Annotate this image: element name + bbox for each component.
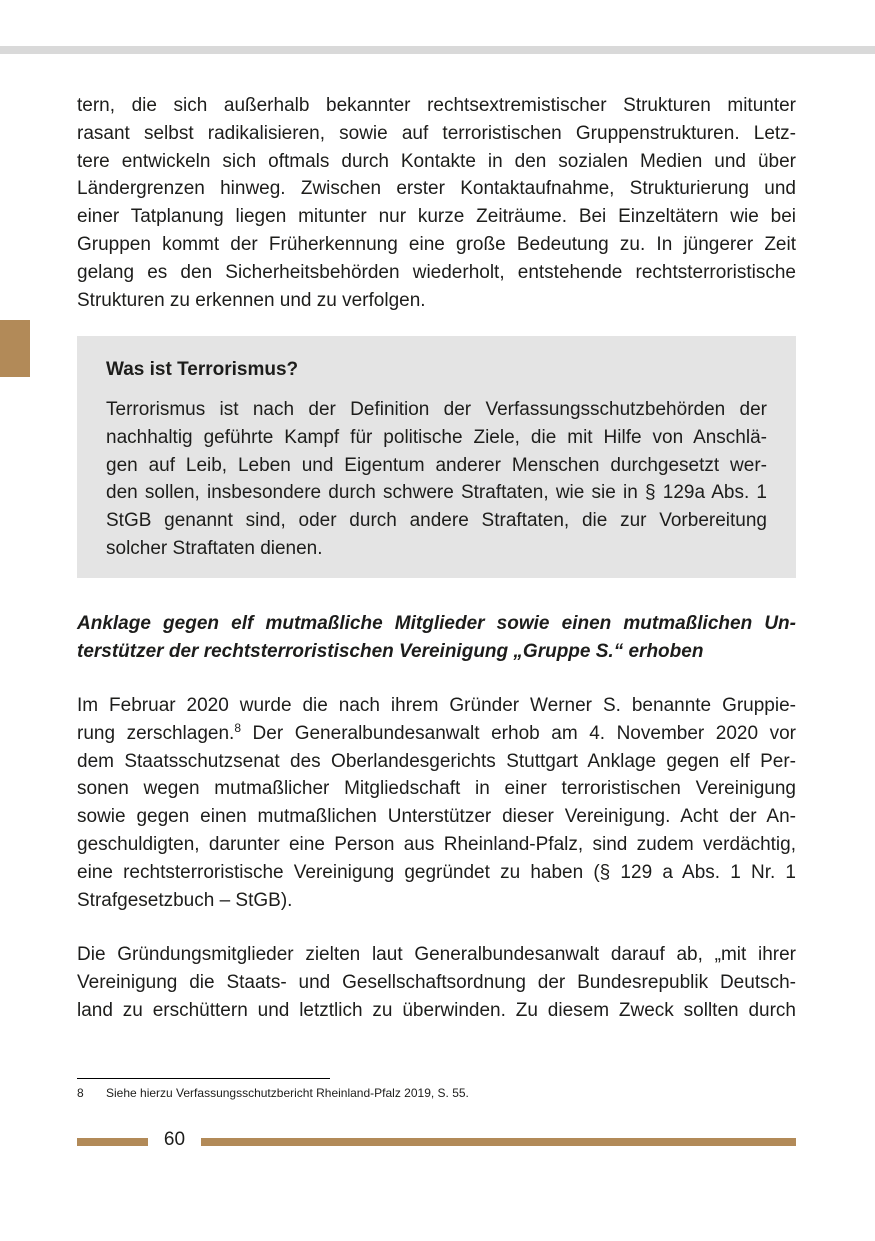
heading-line: terstützer der rechtsterroristischen Vereinigung „Gruppe S.“ erhoben (77, 640, 704, 662)
body-paragraph (77, 692, 796, 914)
paragraph-line: Ländergrenzen hinweg. Zwischen erster Kontaktaufnahme, Strukturierung und (77, 178, 796, 200)
paragraph-line: geschuldigten, darunter eine Person aus Rheinland-Pfalz, sind zudem verdächtig, (77, 833, 796, 855)
body-paragraph (77, 92, 796, 314)
paragraph-line: tere entwickeln sich oftmals durch Kontakte in den sozialen Medien und über (77, 150, 796, 172)
paragraph-line: tern, die sich außerhalb bekannter rechtsextremistischer Strukturen mitunter (77, 95, 796, 116)
page-number-bar-left (77, 1138, 148, 1146)
paragraph-line-with-footnote (77, 720, 796, 748)
footnote-separator (77, 1078, 330, 1079)
section-heading (77, 610, 796, 665)
paragraph-line: Die Gründungsmitglieder zielten laut Generalbundesanwalt darauf ab, „mit ihrer (77, 944, 796, 965)
page-number-bar-right (201, 1138, 796, 1146)
footnote-text: Siehe hierzu Verfassungsschutzbericht Rheinland-Pfalz 2019, S. 55. (106, 1086, 469, 1100)
definition-line: StGB genannt sind, oder durch andere Straftaten, die zur Vorbereitung (106, 510, 767, 532)
definition-line: gen auf Leib, Leben und Eigentum anderer Menschen durchgesetzt wer- (106, 454, 767, 476)
line-text: rung zerschlagen. (77, 722, 235, 744)
paragraph-line: rasant selbst radikalisieren, sowie auf terroristischen Gruppenstrukturen. Letz- (77, 122, 796, 144)
paragraph-line: dem Staatsschutzsenat des Oberlandesgerichts Stuttgart Anklage gegen elf Per- (77, 750, 796, 772)
top-divider-bar (0, 46, 875, 54)
paragraph-line: land zu erschüttern und letztlich zu überwinden. Zu diesem Zweck sollten durch (77, 999, 796, 1021)
paragraph-line: Im Februar 2020 wurde die nach ihrem Gründer Werner S. benannte Gruppie- (77, 695, 796, 716)
footnote-reference: 8 (234, 720, 241, 735)
definition-box-body (106, 396, 767, 563)
definition-box-title: Was ist Terrorismus? (106, 359, 299, 380)
definition-box (77, 336, 796, 578)
definition-line: Terrorismus ist nach der Definition der Verfassungsschutzbehörden der (106, 399, 767, 420)
paragraph-line: Gruppen kommt der Früherkennung eine große Bedeutung zu. In jüngerer Zeit (77, 233, 796, 255)
paragraph-line: gelang es den Sicherheitsbehörden wiederholt, entstehende rechtsterroristische (77, 261, 796, 283)
paragraph-line: sonen wegen mutmaßlicher Mitgliedschaft in einer terroristischen Vereinigung (77, 778, 796, 800)
footnote-number: 8 (77, 1086, 84, 1100)
paragraph-line: Strafgesetzbuch – StGB). (77, 889, 293, 911)
definition-line: nachhaltig geführte Kampf für politische Ziele, die mit Hilfe von Anschlä- (106, 426, 767, 448)
heading-line: Anklage gegen elf mutmaßliche Mitglieder sowie einen mutmaßlichen Un- (77, 613, 796, 634)
definition-line: solcher Straftaten dienen. (106, 537, 323, 559)
paragraph-line: Strukturen zu erkennen und zu verfolgen. (77, 289, 426, 311)
paragraph-line: sowie gegen einen mutmaßlichen Unterstützer dieser Vereinigung. Acht der An- (77, 806, 796, 828)
paragraph-line: Vereinigung die Staats- und Gesellschaftsordnung der Bundesrepublik Deutsch- (77, 971, 796, 993)
body-paragraph (77, 941, 796, 1024)
line-text: Der Generalbundesanwalt erhob am 4. November 2020 vor (241, 722, 796, 744)
page-number: 60 (163, 1129, 186, 1150)
chapter-marker-tab (0, 320, 30, 377)
paragraph-line: einer Tatplanung liegen mitunter nur kurze Zeiträume. Bei Einzeltätern wie bei (77, 206, 796, 228)
definition-line: den sollen, insbesondere durch schwere Straftaten, wie sie in § 129a Abs. 1 (106, 482, 767, 504)
paragraph-line: eine rechtsterroristische Vereinigung gegründet zu haben (§ 129 a Abs. 1 Nr. 1 (77, 861, 796, 883)
